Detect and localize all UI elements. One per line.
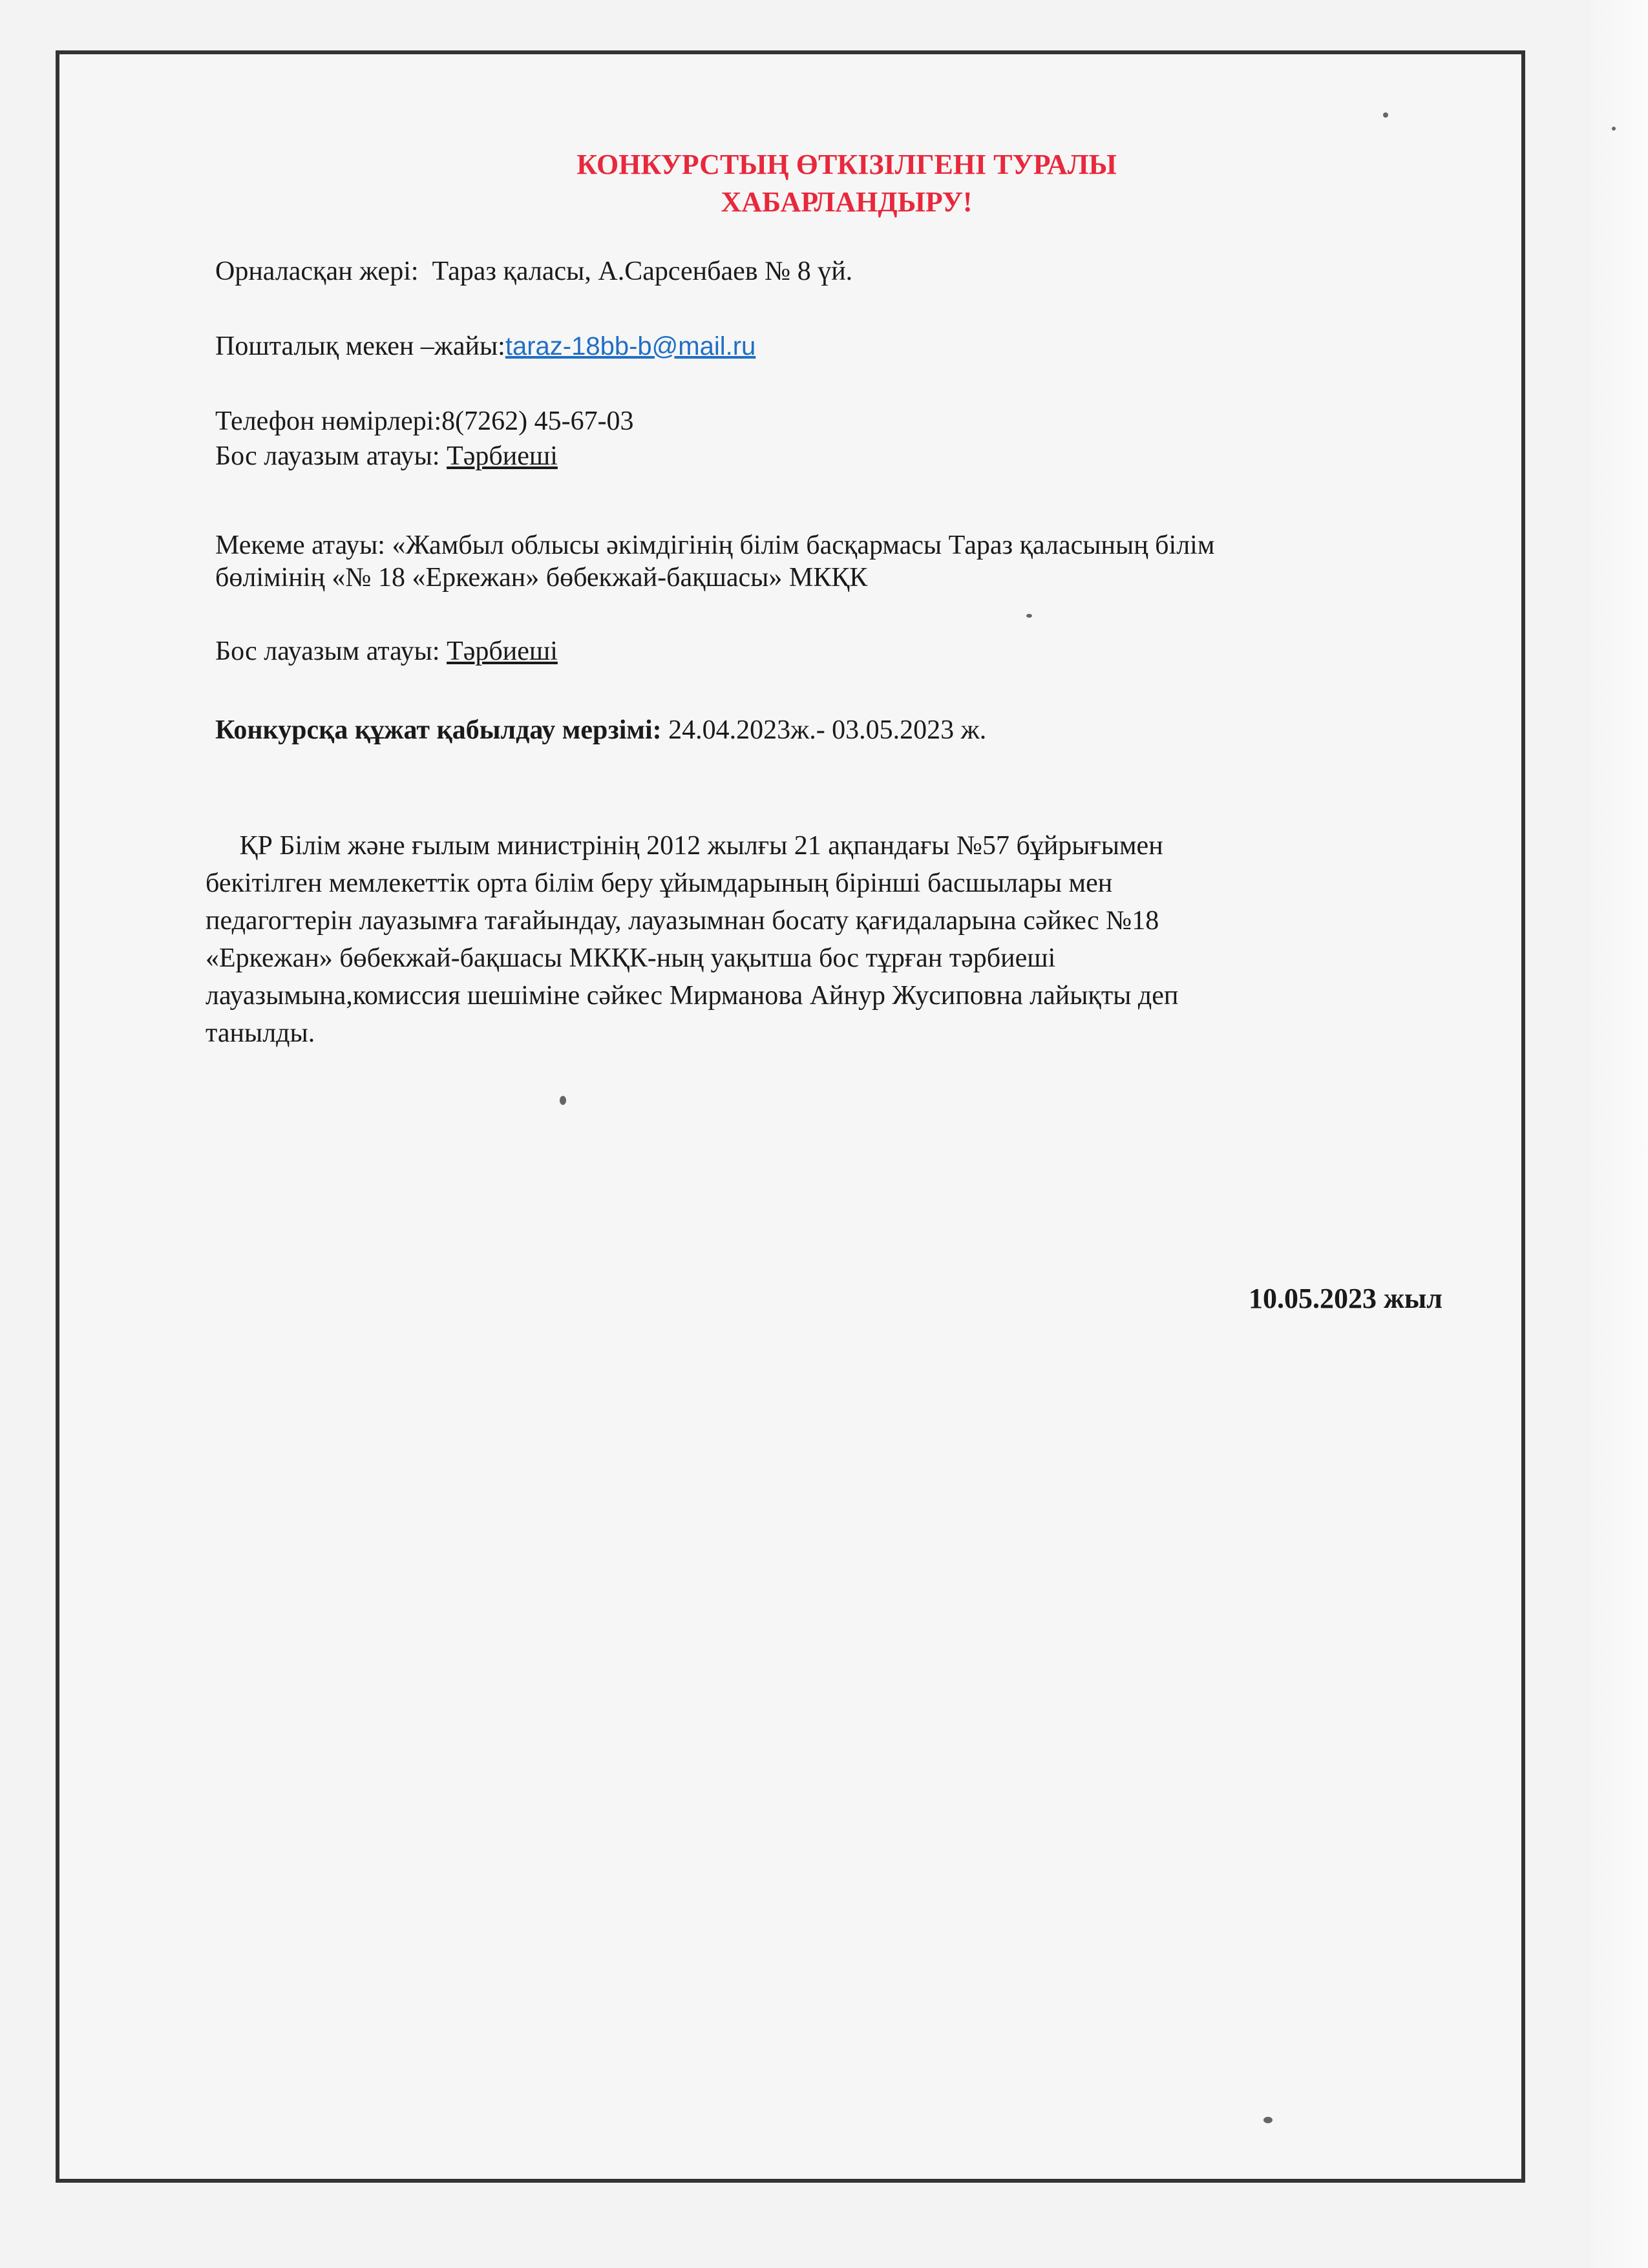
phone-label: Телефон нөмірлері: (215, 406, 442, 436)
vacancy-value-2: Тәрбиеші (447, 636, 558, 666)
location-label: Орналасқан жері: (215, 257, 419, 286)
phone-line (215, 403, 634, 439)
body-line: педагогтерін лауазымға тағайындау, лауазымнан босату қағидаларына сәйкес №18 (206, 906, 1159, 936)
body-line: бекітілген мемлекеттік орта білім беру ұйымдарының бірінші басшылары мен (206, 868, 1113, 898)
scan-speck (1612, 127, 1616, 131)
scan-speck (1383, 112, 1388, 118)
deadline-line (215, 712, 986, 748)
location-line (215, 253, 852, 289)
location-value: Тараз қаласы, А.Сарсенбаев № 8 үй. (432, 257, 853, 286)
scan-edge-shade (1591, 0, 1648, 2268)
body-line: «Еркежан» бөбекжай-бақшасы МКҚК-ның уақытша бос тұрған тәрбиеші (206, 943, 1056, 973)
body-paragraph (206, 827, 1433, 1052)
title-line-1: КОНКУРСТЫҢ ӨТКІЗІЛГЕНІ ТУРАЛЫ (576, 149, 1117, 180)
phone-value: 8(7262) 45-67-03 (441, 406, 634, 436)
email-link[interactable]: taraz-18bb-b@mail.ru (505, 332, 756, 361)
vacancy-label: Бос лауазым атауы: (215, 441, 440, 471)
scan-speck (560, 1096, 566, 1105)
page-border-frame (56, 50, 1525, 2183)
postal-line (215, 328, 755, 364)
deadline-value: 24.04.2023ж.- 03.05.2023 ж. (668, 715, 987, 745)
postal-label: Пошталық мекен –жайы: (215, 331, 505, 361)
institution-line-2: бөлімінің «№ 18 «Еркежан» бөбекжай-бақшасы» МКҚК (215, 563, 868, 593)
scan-speck (1263, 2117, 1273, 2123)
deadline-label: Конкурсқа құжат қабылдау мерзімі: (215, 715, 662, 745)
title-line-2: ХАБАРЛАНДЫРУ! (721, 186, 973, 218)
vacancy-value: Тәрбиеші (447, 441, 558, 471)
body-line: танылды. (206, 1018, 315, 1048)
document-date: 10.05.2023 жыл (1249, 1283, 1442, 1314)
vacancy-line (215, 438, 558, 474)
vacancy-line-2 (215, 633, 558, 669)
vacancy-label-2: Бос лауазым атауы: (215, 636, 440, 666)
body-line: лауазымына,комиссия шешіміне сәйкес Мирманова Айнур Жусиповна лайықты деп (206, 981, 1179, 1011)
institution-line-1: Мекеме атауы: «Жамбыл облысы әкімдігінің білім басқармасы Тараз қаласының білім (215, 530, 1215, 560)
body-line: ҚР Білім және ғылым министрінің 2012 жылғы 21 ақпандағы №57 бұйрығымен (206, 831, 1163, 861)
scan-speck (1026, 614, 1032, 618)
